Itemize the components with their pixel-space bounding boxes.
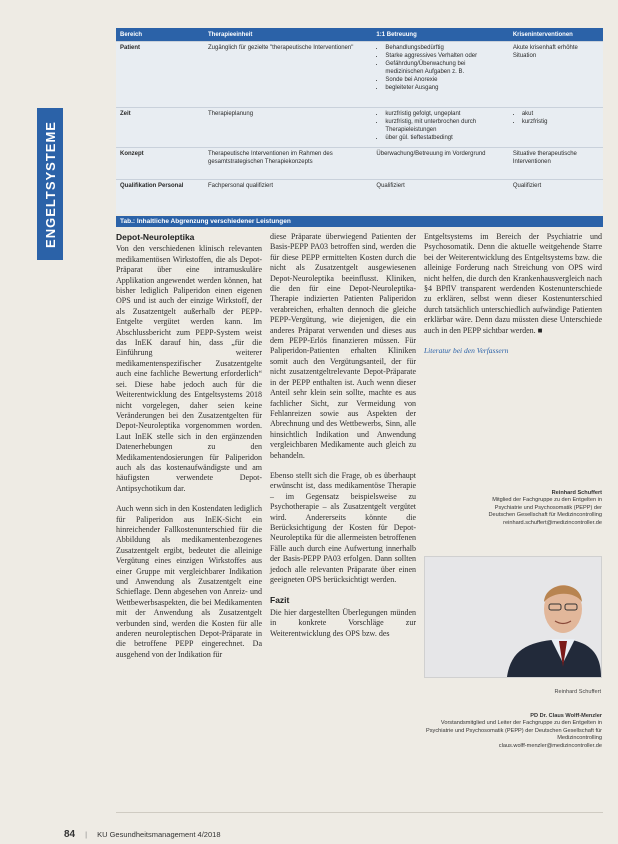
section-heading: Depot-Neuroleptika bbox=[116, 232, 195, 242]
table-cell: Fachpersonal qualifiziert bbox=[204, 180, 372, 193]
table-cell: Überwachung/Betreuung im Vordergrund bbox=[372, 148, 508, 180]
author-name: PD Dr. Claus Wolff-Menzler bbox=[530, 713, 602, 719]
table-cell bbox=[372, 108, 508, 148]
table-cell: Qualifiziert bbox=[509, 180, 603, 193]
table-cell: Zugänglich für gezielte "therapeutische Interventionen" bbox=[204, 42, 372, 108]
comparison-table bbox=[116, 28, 603, 214]
author-email: reinhard.schuffert@medizincontroller.de bbox=[503, 519, 602, 526]
cell-bullet: • Sonde bei Anorexie bbox=[385, 76, 504, 84]
table-cell bbox=[372, 42, 508, 108]
author-bio bbox=[424, 490, 602, 527]
table-row bbox=[116, 108, 603, 148]
table-header: 1:1 Betreuung bbox=[372, 28, 508, 42]
table-cell: Akute krisenhaft erhöhte Situation bbox=[509, 42, 603, 108]
cell-bullet: • über gül. tieftestatbedingt bbox=[385, 134, 504, 142]
column-2 bbox=[270, 232, 416, 649]
column-3 bbox=[424, 232, 602, 366]
table-cell bbox=[509, 108, 603, 148]
table-cell: Therapeutische Interventionen im Rahmen des gesamtstrategischen Therapiekonzepts bbox=[204, 148, 372, 180]
table bbox=[116, 28, 603, 192]
table-cell: Therapieplanung bbox=[204, 108, 372, 148]
footer-rule bbox=[116, 812, 603, 813]
paragraph: Die hier dargestellten Überlegungen münden in konkrete Vorschläge zur Weiterentwicklung des OPS bzw. des bbox=[270, 607, 416, 638]
row-label: Konzept bbox=[116, 148, 204, 180]
cell-bullet: • akut bbox=[522, 110, 599, 118]
author-bio bbox=[424, 713, 602, 750]
photo-signature: Reinhard Schuffert bbox=[554, 689, 601, 695]
section-tab-label-wrap bbox=[37, 108, 63, 260]
table-row bbox=[116, 42, 603, 108]
row-label: Zeit bbox=[116, 108, 204, 148]
table-header: Bereich bbox=[116, 28, 204, 42]
table-header: Kriseninterventionen bbox=[509, 28, 603, 42]
paragraph: Von den verschiedenen klinisch relevanten medikamentösen Wirkstoffen, die als Depot-Präparat über eine intramuskuläre Applikation angewendet werden können, hat bisher lediglich Paliperidon einen eigenen OPS und ist auch der einzige Wirkstoff, der als Zusatzentgelt außerhalb der PEPP-Entgelte vergütet werden kann. Im Abschlussbericht zum PEPP-System weist das InEK darauf hin, dass „für die Einführung weiterer medikamentenspezifischer Zusatzentgelte auch eine fachliche Bewertung erforderlich“ sei. Diese habe jedoch auch für die Weiterentwicklung des Entgeltsystems 2018 nicht vorgelegen, daher seien keine Veränderungen bei den Zusatzentgelten für Depot-Neuroleptika vorgenommen worden. Laut InEK stelle sich in den ergänzenden Datenerhebungen zu den Medikamentendosierungen für Paliperidon auch als das kostenaufwändigste und am häufigsten verwendete Depot-Antipsychotikum dar. bbox=[116, 244, 262, 493]
author-line: Psychiatrie und Psychosomatik (PEPP) der bbox=[494, 504, 602, 511]
paragraph: diese Präparate überwiegend Patienten der Basis-PEPP PA03 betroffen sind, werden die für diese PEPP ermittelten Kosten durch die nicht als Zusatzentgelt ausgewiesenen Depot-Neuroleptika beeinflusst. Kliniken, die den für eine Depot-Neuroleptika-Therapie indizierten Patienten Paliperidon verabreichen, erhalten dennoch die gleiche PEPP-Vergütung, wie diejenigen, die ein anderes Präparat verwenden und dieses aus dem PEPP-Erlös finanzieren müssen. Für Paliperidon-Patienten erhalten Kliniken somit auch den Vergütungsanteil, der für nicht zusatzentgeltrelevante Depot-Präparate in der PEPP enthalten ist. Auch wenn dieser Anteil sehr klein sein sollte, machte es aus fachlicher Sicht, zur Vermeidung von Fehlanreizen sowie aus Aspekten der Abrechnung und des Wettbewerbs, Sinn, alle hinsichtlich Indikation und Anwendung vergleichbaren Medikamente auch gleich zu behandeln. bbox=[270, 232, 416, 460]
cell-bullet: • kurzfristig bbox=[522, 118, 599, 126]
page-number: 84 bbox=[64, 829, 76, 840]
section-heading: Fazit bbox=[270, 595, 290, 606]
table-cell: Situative therapeutische Interventionen bbox=[509, 148, 603, 180]
table-cell: Qualifiziert bbox=[372, 180, 508, 193]
row-label: Patient bbox=[116, 42, 204, 108]
paragraph: Auch wenn sich in den Kostendaten lediglich für Paliperidon aus InEK-Sicht ein hinreichender Fallkostenunterschied für die Abbildung als medikamentenbezogenes Zusatzentgelt ergibt, bedeutet die alleinige Vergütung eines einzigen Wirkstoffes aus einer Gruppe mit vergleichbarer Indikation und Anwendung als Zusatzentgelt eine Schieflage. Denn abgesehen von Anreiz- und Wettbewerbsaspekten, die bei Medikamenten mit der Anwendung als Zusatzentgelt verbunden sind, werden die Kosten für alle anderen neuroleptischen Depot-Präparate in die betroffene PEPP eingerechnet. Da ausgehend von der Indikation für bbox=[116, 504, 262, 659]
cell-bullet: • begleiteter Ausgang bbox=[385, 84, 504, 92]
table-header: Therapieeinheit bbox=[204, 28, 372, 42]
author-name: Reinhard Schuffert bbox=[551, 490, 602, 496]
cell-bullet: • kurzfristig, mit unterbrochen durch Therapieleistungen bbox=[385, 118, 504, 134]
cell-bullet: • Behandlungsbedürftig bbox=[385, 44, 504, 52]
section-tab-label: ENGELTSYSTEME bbox=[42, 120, 58, 248]
table-row bbox=[116, 148, 603, 180]
table-header-row bbox=[116, 28, 603, 42]
author-line: Vorstandsmitglied und Leiter der Fachgruppe zu den Entgelten in Psychiatrie und Psychosomatik (PEPP) der Deutschen Gesellschaft für Medizincontrolling bbox=[426, 720, 602, 742]
table-row bbox=[116, 180, 603, 193]
literature-note: Literatur bei den Verfassern bbox=[424, 346, 509, 356]
table-caption: Tab.: Inhaltliche Abgrenzung verschiedener Leistungen bbox=[116, 216, 603, 227]
column-1 bbox=[116, 232, 262, 670]
cell-bullet: • kurzfristig gefolgt, ungeplant bbox=[385, 110, 504, 118]
portrait-image bbox=[425, 557, 601, 677]
cell-bullet: • Starke aggressives Verhalten oder bbox=[385, 52, 504, 60]
author-line: Deutschen Gesellschaft für Medizincontrolling bbox=[488, 512, 602, 519]
footer-divider: | bbox=[85, 830, 88, 839]
paragraph: Entgeltsystems im Bereich der Psychiatrie und Psychosomatik. Denn die aktuelle weitgehende Starre bei der Weiterentwicklung des Entgeltsystems bzw. die alleinige Forderung nach Streichung von OPS wird nicht helfen, die durch den Krankenhausvergleich nach §4 BPflV transparent werdenden Kostenunterschiede zu erklären, selbst wenn dieser Kostenunterschied durch tatsächlich unterschiedlich aufwändige Patienten erklärbar wäre. Denn dazu müssten diese Unterschiede auch in den PEPP sichtbar werden. ■ bbox=[424, 232, 602, 335]
author-line: Mitglied der Fachgruppe zu den Entgelten in bbox=[492, 497, 602, 504]
page-footer bbox=[64, 829, 221, 840]
row-label: Qualifikation Personal bbox=[116, 180, 204, 193]
author-email: claus.wolff-menzler@medizincontroller.de bbox=[498, 742, 602, 749]
journal-name: KU Gesundheitsmanagement 4/2018 bbox=[97, 830, 221, 839]
cell-bullet: • Gefährdung/Überwachung bei medizinischen Aufgaben z. B. bbox=[385, 60, 504, 76]
paragraph: Ebenso stellt sich die Frage, ob es überhaupt erwünscht ist, dass medikamentöse Therapie – im Gegensatz beispielsweise zu Psychotherapie – als Zusatzentgelt vergütet wird. Andererseits könnte die Berücksichtigung der Kosten für Depot-Neuroleptika für die allermeisten betroffenen Fälle auch durch eine Aufwertung innerhalb der Basis-PEPP PA03 erfolgen. Dann sollten jedoch alle relevanten Präparate über einen geeigneten OPS berücksichtigt werden. bbox=[270, 470, 416, 584]
author-photo bbox=[424, 556, 602, 695]
